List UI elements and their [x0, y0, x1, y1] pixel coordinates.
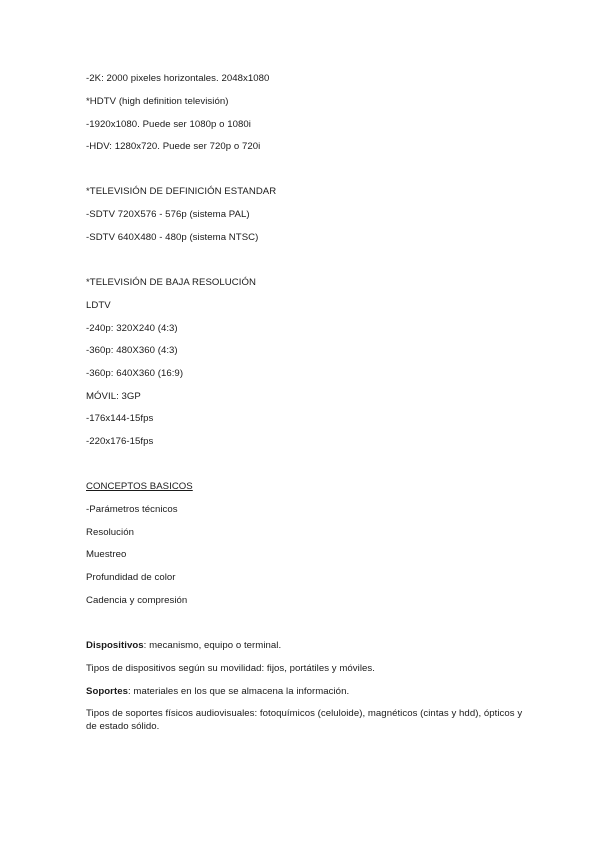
text-line-sdtv-pal: -SDTV 720X576 - 576p (sistema PAL): [86, 209, 250, 220]
text-line-low-res-heading: *TELEVISIÓN DE BAJA RESOLUCIÓN: [86, 277, 256, 288]
definition-support-types: Tipos de soportes físicos audiovisuales: fotoquímicos (celuloide), magnéticos (cintas y hdd), ópticos y de estado sólido.: [86, 708, 523, 732]
definition-dispositivos: [86, 639, 281, 652]
concept-item: -Parámetros técnicos: [86, 504, 178, 515]
concept-item: Profundidad de color: [86, 572, 176, 583]
text-line-220: -220x176-15fps: [86, 436, 154, 447]
concepts-heading: CONCEPTOS BASICOS: [86, 481, 193, 492]
concept-item: Cadencia y compresión: [86, 595, 188, 606]
definition-term: Soportes: [86, 686, 128, 697]
text-line-240p: -240p: 320X240 (4:3): [86, 323, 178, 334]
text-line-sdtv-ntsc: -SDTV 640X480 - 480p (sistema NTSC): [86, 232, 259, 243]
concept-item: Muestreo: [86, 549, 127, 560]
definition-text: : materiales en los que se almacena la información.: [127, 686, 350, 697]
definition-text: : mecanismo, equipo o terminal.: [143, 640, 282, 651]
definition-soportes: [86, 685, 349, 698]
definition-device-types: Tipos de dispositivos según su movilidad: fijos, portátiles y móviles.: [86, 663, 375, 674]
concept-item: Resolución: [86, 527, 134, 538]
definition-term: Dispositivos: [86, 640, 144, 651]
text-line-movil: MÓVIL: 3GP: [86, 391, 141, 402]
text-line-ldtv: LDTV: [86, 300, 111, 311]
text-line-1920: -1920x1080. Puede ser 1080p o 1080i: [86, 119, 251, 130]
text-line-hdv: -HDV: 1280x720. Puede ser 720p o 720i: [86, 141, 261, 152]
text-line-360p-169: -360p: 640X360 (16:9): [86, 368, 184, 379]
text-line-176: -176x144-15fps: [86, 413, 154, 424]
text-line-sd-heading: *TELEVISIÓN DE DEFINICIÓN ESTANDAR: [86, 186, 277, 197]
text-line-360p-43: -360p: 480X360 (4:3): [86, 345, 178, 356]
text-line-2k: -2K: 2000 pixeles horizontales. 2048x1080: [86, 73, 270, 84]
text-line-hdtv: *HDTV (high definition televisión): [86, 96, 229, 107]
